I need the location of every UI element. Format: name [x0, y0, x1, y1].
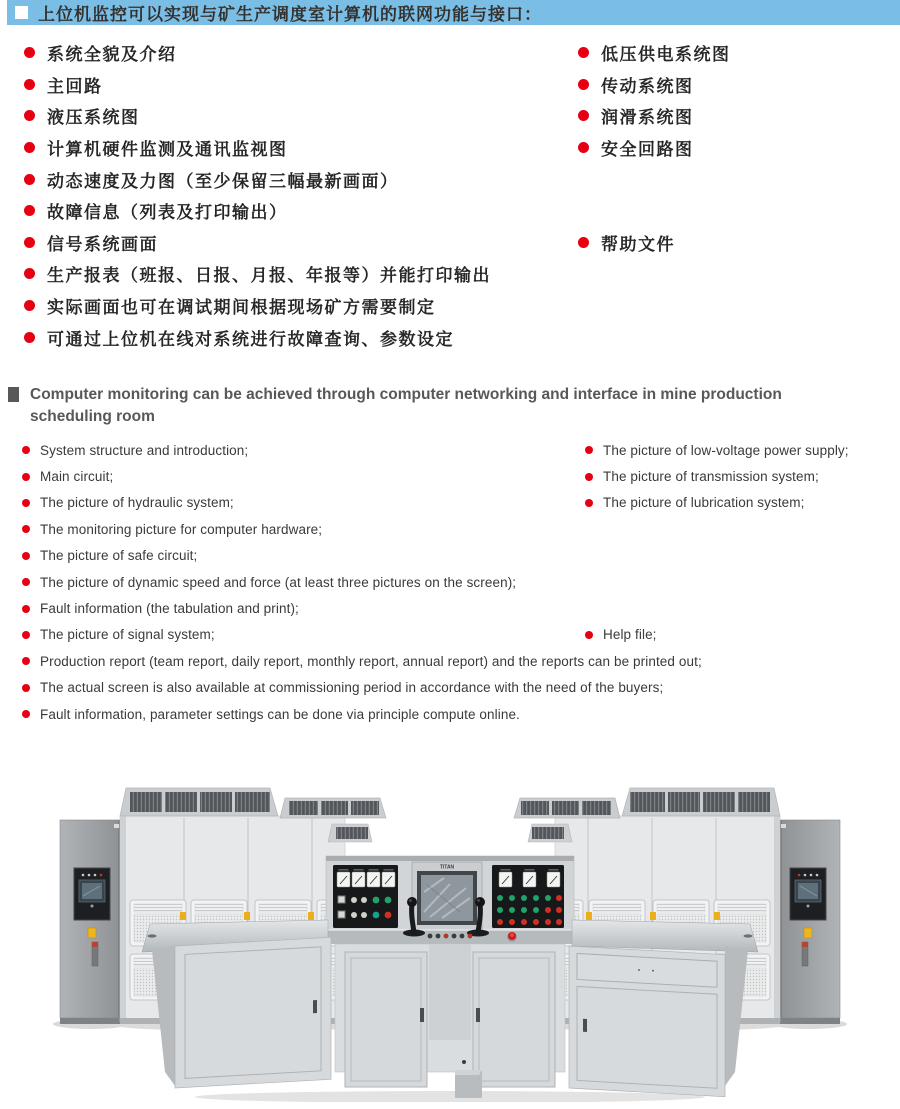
list-item — [22, 543, 582, 569]
list-item — [22, 595, 582, 621]
emergency-stop-button — [507, 932, 517, 942]
list-item-label: The picture of lubrication system; — [603, 495, 805, 511]
brand-label: TITAN — [439, 864, 455, 871]
bullet-icon — [22, 446, 30, 454]
section-header-en — [8, 384, 896, 428]
bullet-icon — [578, 142, 589, 153]
list-item-label: Main circuit; — [40, 469, 114, 485]
bullet-icon — [24, 142, 35, 153]
list-item-label: 故障信息（列表及打印输出） — [47, 203, 288, 223]
bullet-icon — [24, 79, 35, 90]
list-item-label: The picture of dynamic speed and force (at least three pictures on the screen); — [40, 574, 517, 590]
section-header-cn — [7, 0, 900, 25]
list-item — [585, 463, 895, 489]
console-desk-surface — [314, 930, 586, 944]
list-item-label: 帮助文件 — [601, 234, 675, 254]
bullet-icon — [24, 237, 35, 248]
bullet-icon — [22, 578, 30, 586]
bullet-icon — [22, 710, 30, 718]
list-item — [22, 490, 582, 516]
bullet-icon — [24, 332, 35, 343]
list-item — [24, 100, 569, 132]
list-item — [24, 227, 569, 259]
list-item — [578, 69, 893, 101]
bullet-icon — [22, 473, 30, 481]
instrument-panel-right — [492, 865, 564, 928]
console-screen — [412, 862, 482, 930]
list-item — [24, 290, 569, 322]
bullet-icon — [585, 631, 593, 639]
list-item — [24, 321, 569, 353]
desk-cabinets — [142, 920, 758, 1098]
list-item — [24, 195, 569, 227]
list-item — [24, 163, 569, 195]
list-item — [578, 37, 893, 69]
bullet-icon — [22, 605, 30, 613]
list-item-label: 可通过上位机在线对系统进行故障查询、参数设定 — [47, 329, 454, 349]
list-item-label: System structure and introduction; — [40, 442, 249, 458]
list-item — [22, 701, 582, 727]
list-item-label: 实际画面也可在调试期间根据现场矿方需要制定 — [47, 298, 436, 318]
list-item-label: The monitoring picture for computer hardware; — [40, 521, 323, 537]
list-item — [578, 227, 893, 259]
list-item — [22, 622, 582, 648]
bullet-icon — [578, 110, 589, 121]
list-item — [22, 569, 582, 595]
bullet-icon — [24, 300, 35, 311]
square-bullet-icon — [15, 6, 28, 19]
page-title-en-line2: scheduling room — [30, 408, 155, 425]
list-item — [22, 675, 664, 701]
list-item-label: Help file; — [603, 627, 657, 643]
list-item — [578, 132, 893, 164]
list-item-label: The picture of transmission system; — [603, 469, 819, 485]
list-item-label: Production report (team report, daily report, monthly report, annual report) and the reports can be printed out; — [40, 653, 702, 669]
list-item-label: The picture of low-voltage power supply; — [603, 442, 849, 458]
list-item-label: 计算机硬件监测及通讯监视图 — [47, 140, 288, 160]
bullet-icon — [24, 268, 35, 279]
list-item — [585, 622, 895, 648]
list-item-label: The picture of hydraulic system; — [40, 495, 234, 511]
list-item — [24, 258, 569, 290]
bullet-icon — [585, 473, 593, 481]
bullet-icon — [578, 237, 589, 248]
desk-wing-left — [142, 920, 331, 1088]
list-item — [22, 516, 582, 542]
bullet-icon — [22, 552, 30, 560]
list-item-label: 动态速度及力图（至少保留三幅最新画面） — [47, 171, 399, 191]
kneehole-recess — [429, 944, 471, 1040]
bullet-icon — [24, 174, 35, 185]
list-item — [578, 100, 893, 132]
feature-list-cn-right — [578, 37, 893, 353]
square-bullet-icon — [8, 387, 19, 402]
door-handle — [476, 1008, 480, 1022]
list-item-label: 信号系统画面 — [47, 234, 158, 254]
list-item — [585, 490, 895, 516]
page-title-en-line1: Computer monitoring can be achieved through computer networking and interface in mine production — [30, 386, 782, 403]
desk-wing-right — [569, 920, 758, 1097]
list-item — [24, 69, 569, 101]
door-handle — [420, 1008, 424, 1022]
bullet-icon — [24, 110, 35, 121]
bullet-icon — [22, 684, 30, 692]
list-item-label: The picture of safe circuit; — [40, 548, 198, 564]
list-item — [24, 132, 569, 164]
list-item-label: The actual screen is also available at commissioning period in accordance with the need of the buyers; — [40, 680, 664, 696]
bullet-icon — [585, 446, 593, 454]
list-item-label: Fault information (the tabulation and print); — [40, 601, 299, 617]
list-item — [24, 37, 569, 69]
bullet-icon — [578, 79, 589, 90]
bullet-icon — [585, 499, 593, 507]
bullet-icon — [22, 657, 30, 665]
list-item-label: Fault information, parameter settings can be done via principle compute online. — [40, 706, 520, 722]
list-item-label: 低压供电系统图 — [601, 45, 731, 65]
page-title-cn: 上位机监控可以实现与矿生产调度室计算机的联网功能与接口： — [38, 5, 542, 24]
list-item — [585, 437, 895, 463]
bullet-icon — [22, 631, 30, 639]
bullet-icon — [22, 499, 30, 507]
list-item-label: 传动系统图 — [601, 76, 694, 96]
equipment-illustration — [30, 772, 870, 1102]
list-item — [22, 437, 582, 463]
bullet-icon — [578, 47, 589, 58]
list-item-label: 生产报表（班报、日报、月报、年报等）并能打印输出 — [47, 266, 491, 286]
feature-list-cn-left — [24, 37, 569, 353]
door-handle — [313, 1000, 317, 1013]
bullet-icon — [22, 525, 30, 533]
list-item-label: 主回路 — [47, 76, 103, 96]
list-item-label: 润滑系统图 — [601, 108, 694, 128]
bullet-icon — [24, 205, 35, 216]
list-item-label: 安全回路图 — [601, 140, 694, 160]
list-item — [22, 463, 582, 489]
instrument-panel-left — [333, 865, 398, 928]
bullet-icon — [24, 47, 35, 58]
list-item — [22, 648, 702, 674]
list-item-label: 系统全貌及介绍 — [47, 45, 177, 65]
feature-list-en-right — [585, 437, 895, 727]
list-item-label: The picture of signal system; — [40, 627, 215, 643]
list-item-label: 液压系统图 — [47, 108, 140, 128]
door-handle — [583, 1019, 587, 1032]
